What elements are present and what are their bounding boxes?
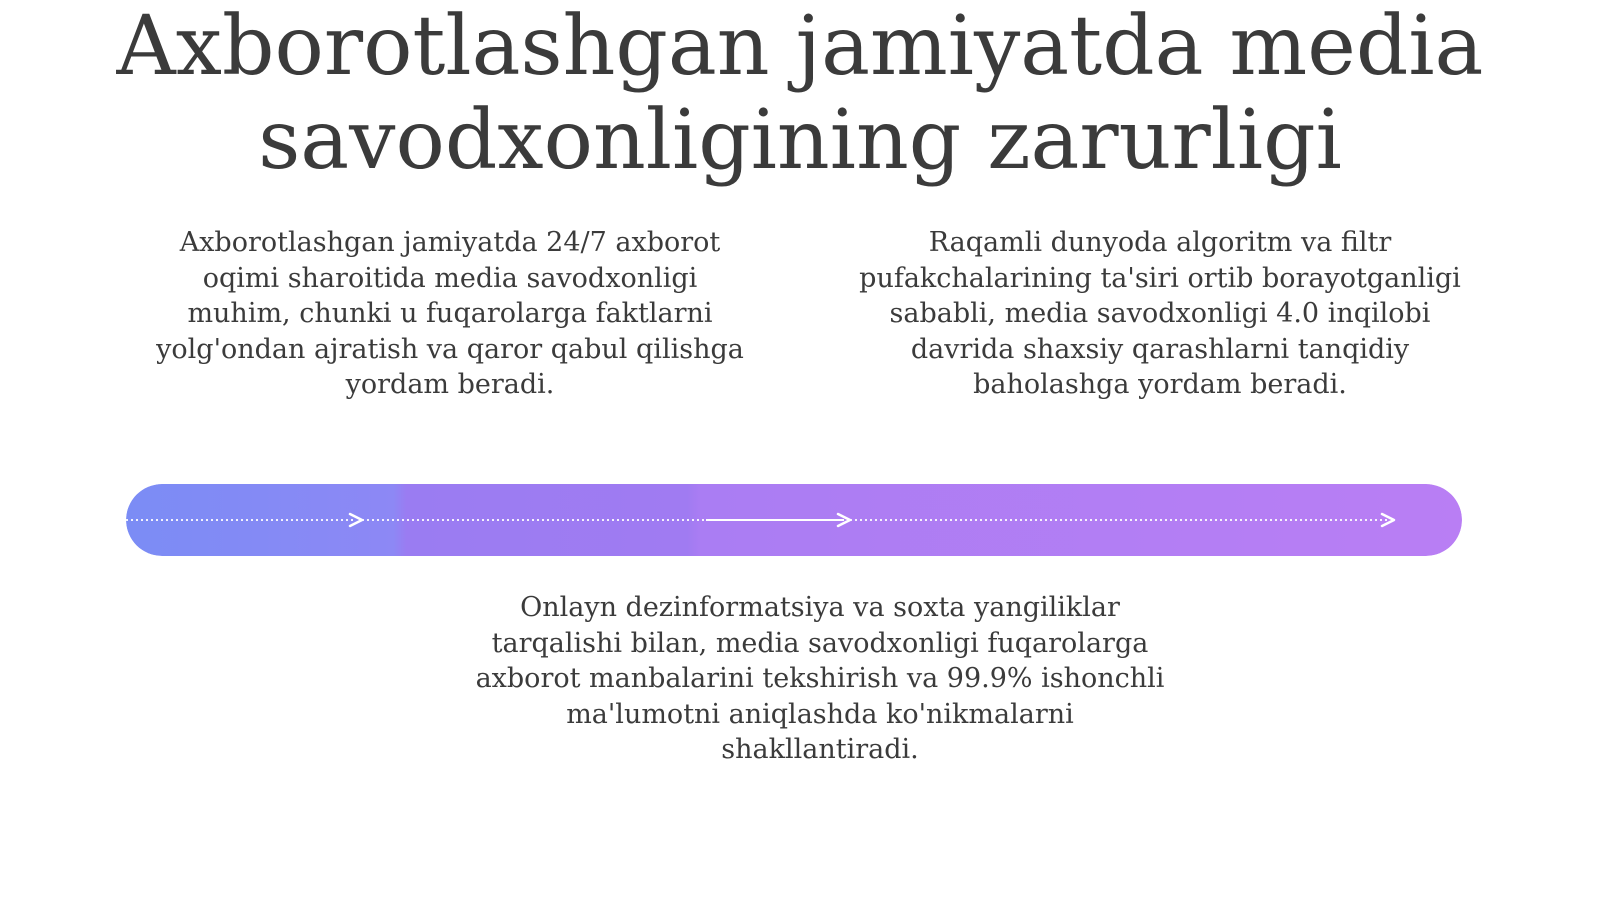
paragraph-bottom: Onlayn dezinformatsiya va soxta yangiliklar tarqalishi bilan, media savodxonligi fuqarolarga axborot manbalarini tekshirish va 99.9% ishonchli ma'lumotni aniqlashda ko'nikmalarni shakllantiradi. [475, 592, 1165, 765]
paragraph-right: Raqamli dunyoda algoritm va filtr pufakchalarining ta'siri ortib borayotganligi sababli, media savodxonligi 4.0 inqilobi davrida shaxsiy qarashlarni tanqidiy baholashga yordam beradi. [859, 227, 1461, 400]
timeline-bar-graphic [126, 484, 1462, 556]
slide-title: Axborotlashgan jamiyatda media savodxonligining zarurligi [116, 0, 1484, 188]
timeline-bar [126, 484, 1462, 556]
paragraph-left: Axborotlashgan jamiyatda 24/7 axborot oqimi sharoitida media savodxonligi muhim, chunki u fuqarolarga faktlarni yolg'ondan ajratish va qaror qabul qilishga yordam beradi. [156, 227, 744, 400]
